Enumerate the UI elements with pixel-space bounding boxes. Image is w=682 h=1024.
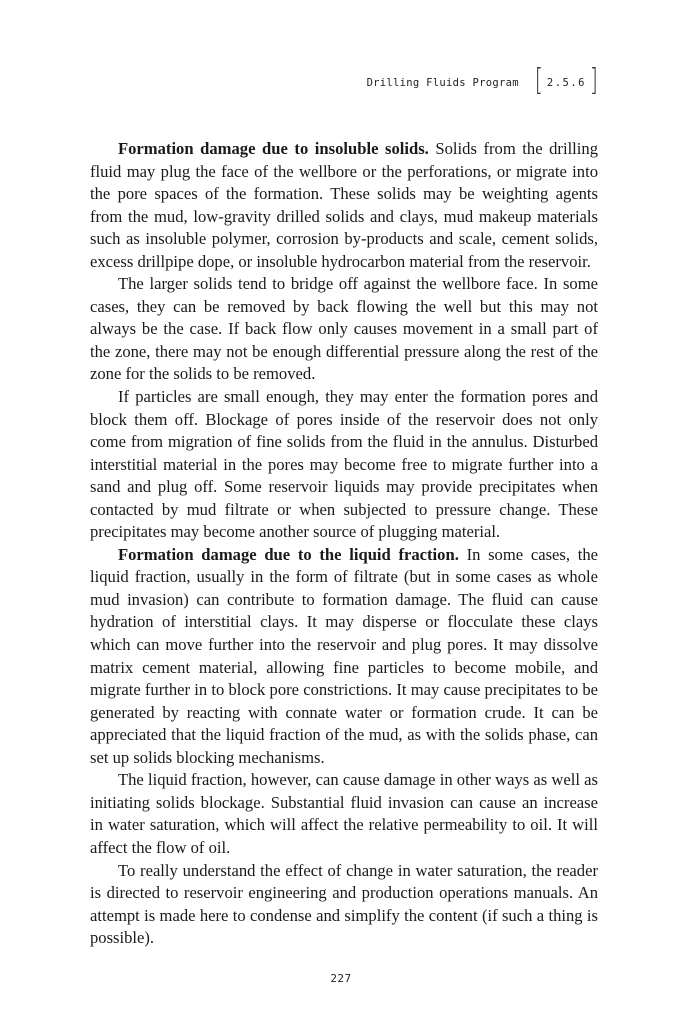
paragraph-text: The liquid fraction, however, can cause damage in other ways as well as initiating solids blockage. Substantial fluid invasion can cause an increase in water saturation, which will affect the relative permeability to oil. It will affect the flow of oil. [90, 770, 598, 857]
paragraph [90, 386, 598, 544]
paragraph-liquid-fraction [90, 544, 598, 769]
paragraph-insoluble-solids [90, 138, 598, 273]
left-bracket-icon: [ [534, 63, 544, 98]
paragraph-text: If particles are small enough, they may enter the formation pores and block them off. Blockage of pores inside of the reservoir does not only come from migration of fine solids from the fluid in the annulus. Disturbed interstitial material in the pores may become free to migrate further into a sand and plug off. Some reservoir liquids may provide precipitates when contacted by mud filtrate or when subjected to pressure change. These precipitates may become another source of plugging material. [90, 387, 598, 542]
run-in-heading: Formation damage due to the liquid fraction. [118, 544, 459, 564]
page-number: 227 [330, 972, 352, 985]
paragraph [90, 769, 598, 859]
running-title: Drilling Fluids Program [366, 77, 519, 89]
right-bracket-icon: ] [589, 63, 599, 98]
run-in-heading: Formation damage due to insoluble solids. [118, 139, 429, 158]
paragraph [90, 860, 598, 950]
section-marker [533, 63, 600, 98]
paragraph-text: Solids from the drilling fluid may plug the face of the wellbore or the perforations, or migrate into the pore spaces of the formation. These solids may be weighting agents from the mud, low-gravity drilled solids and clays, mud makeup materials such as insoluble polymer, corrosion by-products and scale, cement solids, excess drillpipe dope, or insoluble hydrocarbon material from the reservoir. [90, 139, 598, 271]
paragraph [90, 273, 598, 386]
paragraph-text: To really understand the effect of change in water saturation, the reader is directed to reservoir engineering and production operations manuals. An attempt is made here to condense and simplify the content (if such a thing is possible). [90, 860, 598, 948]
body-text [90, 138, 598, 950]
paragraph-text: In some cases, the liquid fraction, usually in the form of filtrate (but in some cases as whole mud invasion) can contribute to formation damage. The fluid can cause hydration of interstitial clays. It may disperse or flocculate these clays which can move further into the reservoir and plug pores. It may dissolve matrix cement material, allowing fine particles to become mobile, and migrate further in to block pore constrictions. It may cause precipitates to be generated by reacting with connate water or formation crude. It can be appreciated that the liquid fraction of the mud, as with the solids phase, can set up solids blocking mechanisms. [90, 544, 598, 767]
section-number: 2.5.6 [546, 77, 586, 89]
running-head [366, 63, 600, 98]
paragraph-text: The larger solids tend to bridge off against the wellbore face. In some cases, they can be removed by back flowing the well but this may not always be the case. If back flow only causes movement in a small part of the zone, there may not be enough differential pressure along the rest of the zone for the solids to be removed. [90, 274, 598, 384]
